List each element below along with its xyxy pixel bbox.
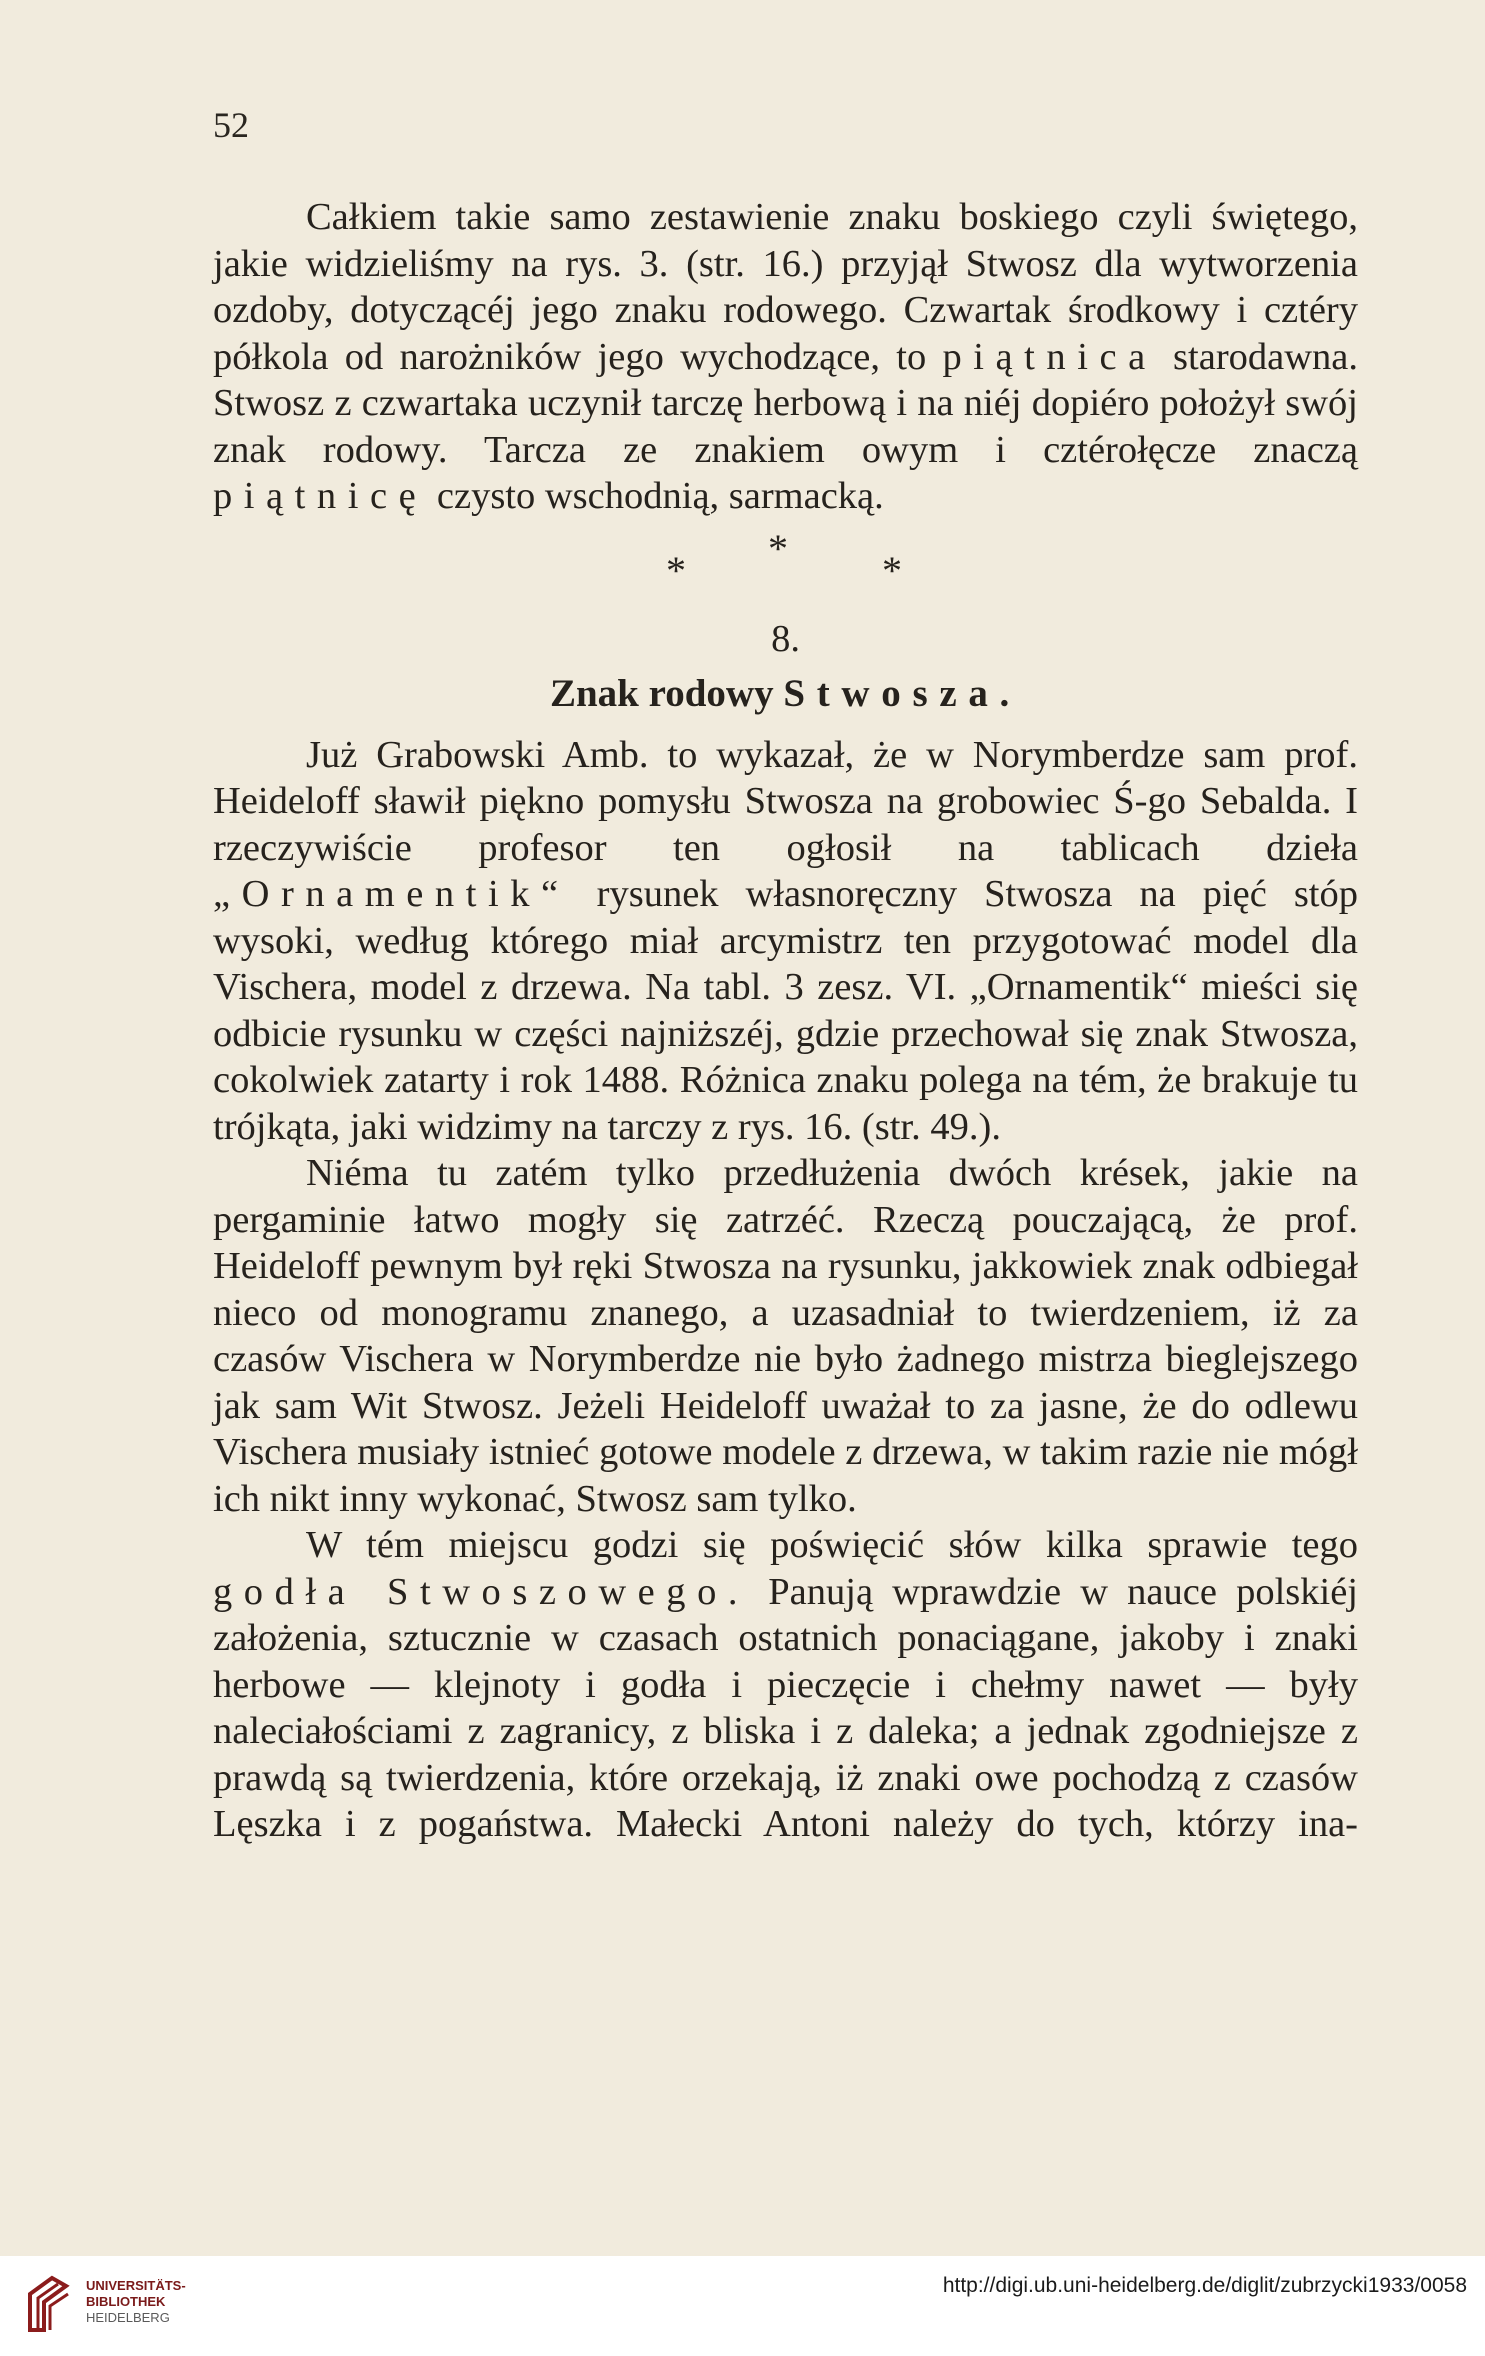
body-text [213,194,1358,1848]
section-separator [213,520,1358,612]
paragraph-1-text-c: czysto wschodnią, sarmacką. [436,475,884,517]
section-title [213,666,1358,722]
library-name[interactable] [86,2278,186,2326]
asterisk-right: * [882,547,902,593]
source-url-link[interactable]: http://digi.ub.uni-heidelberg.de/diglit/zubrzycki1933/0058 [942,2274,1467,2297]
asterisk-left: * [666,547,686,593]
section-number: 8. [771,617,800,660]
section-title-a: Znak rodowy [549,671,774,715]
library-name-line-2: BIBLIOTHEK [86,2294,166,2309]
paragraph-4 [213,1522,1358,1848]
paragraph-2-text-a: Już Grabowski Amb. to wykazał, że w Norymberdze sam prof. Heideloff sławił piękno pomysłu Stwosza na grobowiec Ś-go Sebalda. I rzeczywiście profesor ten ogłosił na tablicach dzieła [213,733,1358,869]
library-name-line-1: UNIVERSITÄTS- [86,2278,186,2293]
section-title-b: Stwosza. [783,671,1022,715]
paragraph-4-text-b: Panują wprawdzie w nauce polskiéj założenia, sztucznie w czasach ostatnich ponaciągane, jakoby i znaki herbowe — klejnoty i godła i pieczęcie i chełmy nawet — były naleciałościami z zagranicy, z bliska i z daleka; a jednak zgodniejsze z prawdą są twierdzenia, które orzekają, iż znaki owe pochodzą z czasów Lęszka i z pogaństwa. Małecki Antoni należy do tych, którzy ina- [213,1570,1359,1845]
paragraph-1-text-a: Całkiem takie samo zestawienie znaku boskiego czyli świętego, jakie widzieliśmy na rys. 3. (str. 16.) przyjął Stwosz dla wytworzenia ozdoby, dotyczącéj jego znaku rodowego. Czwartak środkowy i cztéry półkola od narożników jego wychodzące, to [213,196,1358,378]
paragraph-1-emphasis-b: piątnicę [213,475,428,517]
paragraph-1 [213,194,1358,520]
paragraph-4-emphasis: godła Stwoszowego. [213,1570,750,1613]
paragraph-2 [213,732,1358,1151]
library-name-line-3: HEIDELBERG [86,2310,170,2325]
paragraph-2-text-b: rysunek własnoręczny Stwosza na pięć stóp wysoki, według którego miał arcymistrz ten przygotować model dla Vischera, model z drzewa. Na tabl. 3 zesz. VI. „Ornamentik“ mieści się odbicie rysunku w części najniższéj, gdzie przechował się znak Stwosza, cokolwiek zatarty i rok 1488. Różnica znaku polega na tém, że brakuje tu trójkąta, jaki widzimy na tarczy z rys. 16. (str. 49.). [213,873,1358,1148]
asterisk-top: * [768,525,788,571]
paragraph-1-emphasis-a: piątnica [942,335,1157,378]
page-number: 52 [213,105,249,145]
paragraph-3: Niéma tu zatém tylko przedłużenia dwóch krések, jakie na pergaminie łatwo mogły się zatrzéć. Rzeczą pouczającą, że prof. Heideloff pewnym był ręki Stwosza na rysunku, jakkowiek znak odbiegał nieco od monogramu znanego, a uzasadniał to twierdzeniem, iż za czasów Vischera w Norymberdze nie było żadnego mistrza bieglejszego jak sam Wit Stwosz. Jeżeli Heideloff uważał to za jasne, że do odlewu Vischera musiały istnieć gotowe modele z drzewa, w takim razie nie mógł ich nikt inny wykonać, Stwosz sam tylko. [213,1152,1358,1520]
paragraph-1-text-b: starodawna. Stwosz z czwartaka uczynił tarczę herbową i na niéj dopiéro położył swój znak rodowy. Tarcza ze znakiem owym i cztérołęcze znaczą [213,335,1358,471]
university-library-logo-icon[interactable] [22,2272,74,2336]
paragraph-2-emphasis: „Ornamentik“ [213,873,570,915]
paragraph-4-text-a: W tém miejscu godzi się poświęcić słów kilka sprawie tego [306,1524,1358,1566]
footer-bar [0,2256,1485,2356]
